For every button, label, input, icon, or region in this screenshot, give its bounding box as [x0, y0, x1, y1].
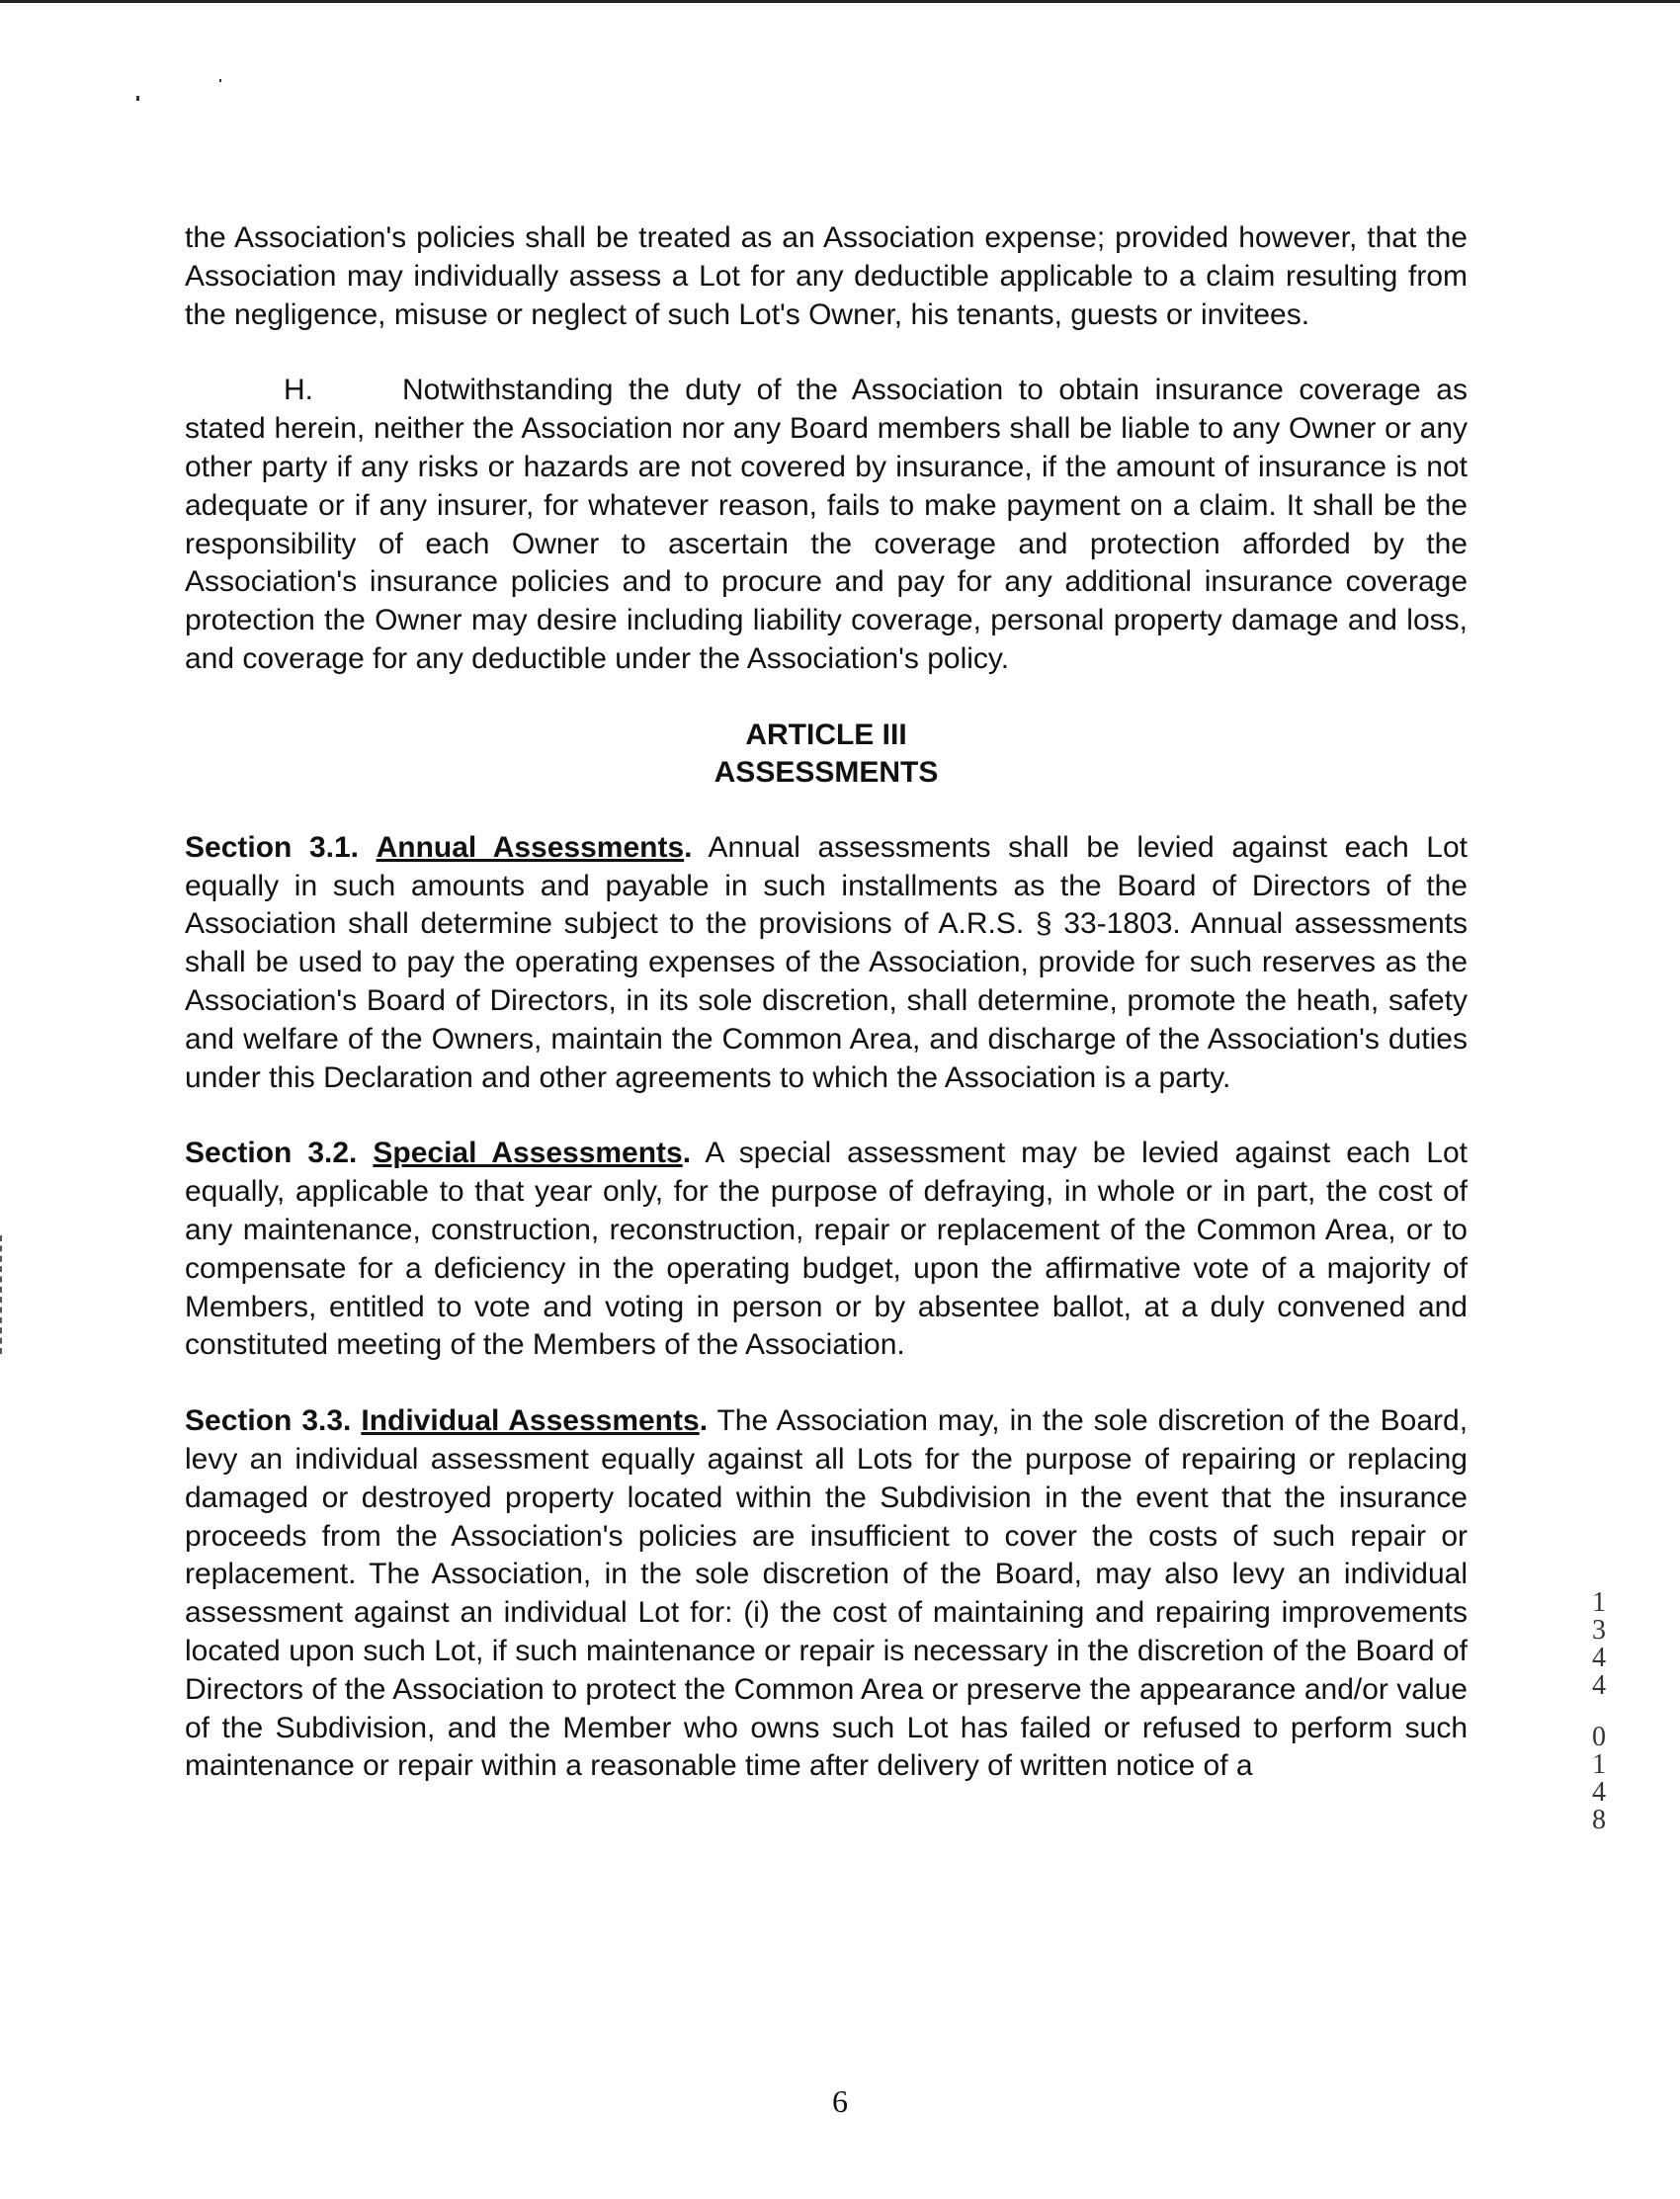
section-title: Annual Assessments [376, 830, 685, 864]
scan-speck [219, 79, 221, 82]
scan-speck [136, 96, 139, 101]
scan-edge-top [0, 0, 1680, 3]
section-3-1: Section 3.1. Annual Assessments. Annual assessments shall be levied against each Lot equally in such amounts and payable in such installments as the Board of Directors of the Association shall determine subject to the provisions of A.R.S. § 33-1803. Annual assessments shall be used to pay the operating expenses of the Association, provide for such reserves as the Association's Board of Directors, in its sole discretion, shall determine, promote the heath, safety and welfare of the Owners, maintain the Common Area, and discharge of the Association's duties under this Declaration and other agreements to which the Association is a party. [185, 830, 1468, 1094]
recording-stamp-page: 0 1 4 8 [1592, 1722, 1606, 1835]
section-text: The Association may, in the sole discretion of the Board, levy an individual assessment equally against all Lots for the purpose of repairing or replacing damaged or destroyed property located within the Subdivision in the event that the insurance proceeds from the Association's policies are insufficient to cover the costs of such repair or replacement. The Association, in the sole discretion of the Board, may also levy an individual assessment against an individual Lot for: (i) the cost of maintaining and repairing improvements located upon such Lot, if such maintenance or repair is necessary in the discretion of the Board of Directors of the Association to protect the Common Area or preserve the appearance and/or value of the Subdivision, and the Member who owns such Lot has failed or refused to perform such maintenance or repair within a reasonable time after delivery of written notice of a [185, 1404, 1469, 1783]
section-3-2: Section 3.2. Special Assessments. A special assessment may be levied against each Lot equally, applicable to that year only, for the purpose of defraying, in whole or in part, the cost of any maintenance, construction, reconstruction, repair or replacement of the Common Area, or to compensate for a deficiency in the operating budget, upon the affirmative vote of a majority of Members, entitled to vote and voting in person or by absentee ballot, at a duly convened and constituted meeting of the Members of the Association. [185, 1137, 1468, 1362]
section-title: Special Assessments [373, 1137, 683, 1170]
article-number: ARTICLE III [745, 718, 907, 751]
page-number: 6 [832, 2083, 848, 2119]
section-number: Section 3.3. [185, 1404, 352, 1438]
section-text: Annual assessments shall be levied against each Lot equally in such amounts and payable in such installments as the Board of Directors of the Association shall determine subject to the provisions of A.R.S. § 33-1803. Annual assessments shall be used to pay the operating expenses of the Association, provide for such reserves as the Association's Board of Directors, in its sole discretion, shall determine, promote the heath, safety and welfare of the Owners, maintain the Common Area, and discharge of the Association's duties under this Declaration and other agreements to which the Association is a party. [185, 830, 1468, 1094]
article-heading [185, 717, 1468, 792]
recording-stamp [1584, 1589, 1614, 1834]
recording-stamp-book: 1 3 4 4 [1592, 1587, 1606, 1701]
article-title: ASSESSMENTS [714, 755, 939, 789]
section-text: A special assessment may be levied against each Lot equally, applicable to that year only, for the purpose of defraying, in whole or in part, the cost of any maintenance, construction, reconstruction, repair or replacement of the Common Area, or to compensate for a deficiency in the operating budget, upon the affirmative vote of a majority of Members, entitled to vote and voting in person or by absentee ballot, at a duly convened and constituted meeting of the Members of the Association. [185, 1137, 1468, 1362]
section-3-3: Section 3.3. Individual Assessments. The Association may, in the sole discretion of the Board, levy an individual assessment equally against all Lots for the purpose of repairing or replacing damaged or destroyed property located within the Subdivision in the event that the insurance proceeds from the Association's policies are insufficient to cover the costs of such repair or replacement. The Association, in the sole discretion of the Board, may also levy an individual assessment against an individual Lot for: (i) the cost of maintaining and repairing improvements located upon such Lot, if such maintenance or repair is necessary in the discretion of the Board of Directors of the Association to protect the Common Area or preserve the appearance and/or value of the Subdivision, and the Member who owns such Lot has failed or refused to perform such maintenance or repair within a reasonable time after delivery of written notice of a [185, 1404, 1469, 1783]
paragraph-h [185, 372, 1468, 678]
scan-edge-left [0, 1235, 6, 1354]
document-page [185, 219, 1468, 1786]
section-number: Section 3.2. [185, 1137, 358, 1170]
continuation-paragraph: the Association's policies shall be treated as an Association expense; provided however, that the Association may individually assess a Lot for any deductible applicable to a claim resulting from the negligence, misuse or neglect of such Lot's Owner, his tenants, guests or invitees. [185, 221, 1468, 331]
section-number: Section 3.1. [185, 830, 359, 864]
section-title: Individual Assessments [361, 1404, 700, 1438]
paragraph-h-text: Notwithstanding the duty of the Association to obtain insurance coverage as stated herein, neither the Association nor any Board members shall be liable to any Owner or any other party if any risks or hazards are not covered by insurance, if the amount of insurance is not adequate or if any insurer, for whatever reason, fails to make payment on a claim. It shall be the responsibility of each Owner to ascertain the coverage and protection afforded by the Association's insurance policies and to procure and pay for any additional insurance coverage protection the Owner may desire including liability coverage, personal property damage and loss, and coverage for any deductible under the Association's policy. [185, 374, 1468, 675]
paragraph-h-label: H. [284, 374, 313, 407]
